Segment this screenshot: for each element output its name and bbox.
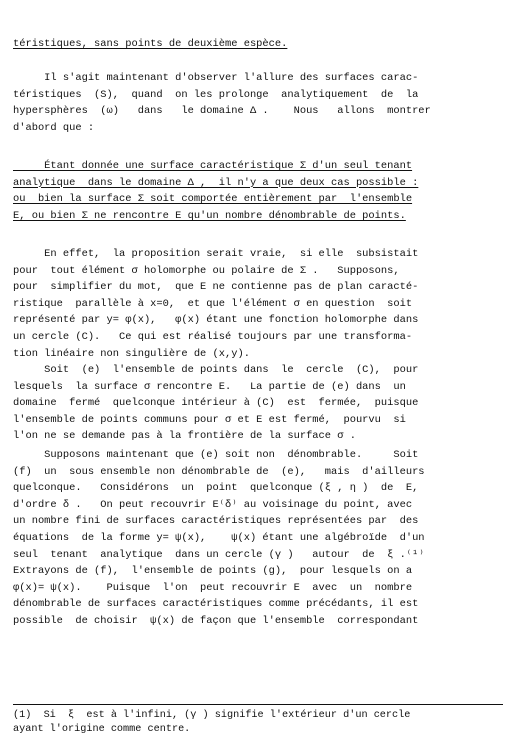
- text-line: E, ou bien Σ ne rencontre E qu'un nombre dénombrable de points.: [13, 209, 406, 222]
- text-line: φ(x)= ψ(x). Puisque l'on peut recouvrir E avec un nombre: [13, 581, 413, 594]
- text-line: Supposons maintenant que (e) soit non dénombrable. Soit: [13, 449, 419, 461]
- text-line: Étant donnée une surface caractéristique Σ d'un seul tenant: [13, 160, 413, 172]
- text-line: lesquels la surface σ rencontre E. La partie de (e) dans un: [13, 380, 406, 393]
- paragraph-set-e: [13, 362, 503, 445]
- paragraph-suppose: [13, 447, 503, 630]
- paragraph-intro: [13, 70, 503, 136]
- text-line: (f) un sous ensemble non dénombrable de (e), mais d'ailleurs: [13, 465, 425, 478]
- text-line: pour tout élément σ holomorphe ou polaire de Σ . Supposons,: [13, 264, 400, 277]
- text-line: quelconque. Considérons un point quelconque (ξ , η ) de E,: [13, 482, 419, 495]
- footnote-line: ayant l'origine comme centre.: [13, 724, 191, 735]
- text-line: d'ordre δ . On peut recouvrir E⁽δ⁾ au voisinage du point, avec: [13, 498, 413, 511]
- text-line: un nombre fini de surfaces caractéristiques représentées par des: [13, 515, 419, 528]
- text-line: En effet, la proposition serait vraie, si elle subsistait: [13, 248, 419, 260]
- paragraph-proof-start: [13, 246, 503, 362]
- text-line: l'ensemble de points communs pour σ et E est fermé, pourvu si: [13, 413, 406, 426]
- text-line: seul tenant analytique dans un cercle (γ ) autour de ξ .⁽¹⁾: [13, 548, 425, 561]
- text-line: analytique dans le domaine Δ , il n'y a que deux cas possible :: [13, 176, 419, 189]
- footnote: [13, 709, 508, 737]
- text-line: d'abord que :: [13, 121, 95, 134]
- text-line: Extrayons de (f), l'ensemble de points (g), pour lesquels on a: [13, 565, 413, 578]
- text-line: équations de la forme y= ψ(x), ψ(x) étant une algébroïde d'un: [13, 531, 425, 544]
- text-line: possible de choisir ψ(x) de façon que l'ensemble correspondant: [13, 614, 419, 627]
- text-line: domaine fermé quelconque intérieur à (C) est fermée, puisque: [13, 397, 419, 410]
- proposition-statement: [13, 158, 503, 224]
- footnote-divider: [13, 704, 503, 705]
- text-line: dénombrable de surfaces caractéristiques comme précédants, il est: [13, 598, 419, 611]
- text-line: un cercle (C). Ce qui est réalisé toujours par une transforma-: [13, 330, 413, 343]
- text-line: téristiques, sans points de deuxième espèce.: [13, 38, 288, 50]
- footnote-line: (1) Si ξ est à l'infini, (γ ) signifie l'extérieur d'un cercle: [13, 710, 411, 721]
- text-line: Soit (e) l'ensemble de points dans le cercle (C), pour: [13, 364, 419, 376]
- text-line: ou bien la surface Σ soit comportée entièrement par l'ensemble: [13, 193, 413, 206]
- text-line: téristiques (S), quand on les prolonge analytiquement de la: [13, 88, 419, 101]
- text-line: hypersphères (ω) dans le domaine Δ . Nous allons montrer: [13, 105, 431, 118]
- text-line: pour simplifier du mot, que E ne contienne pas de plan caracté-: [13, 281, 419, 294]
- text-line: représenté par y= φ(x), φ(x) étant une fonction holomorphe dans: [13, 314, 419, 327]
- text-line: Il s'agit maintenant d'observer l'allure des surfaces carac-: [13, 72, 419, 84]
- paragraph-continuation: [13, 36, 503, 53]
- text-line: ristique parallèle à x=0, et que l'élément σ en question soit: [13, 297, 413, 310]
- text-line: tion linéaire non singulière de (x,y).: [13, 347, 250, 360]
- text-line: l'on ne se demande pas à la frontière de la surface σ .: [13, 430, 356, 443]
